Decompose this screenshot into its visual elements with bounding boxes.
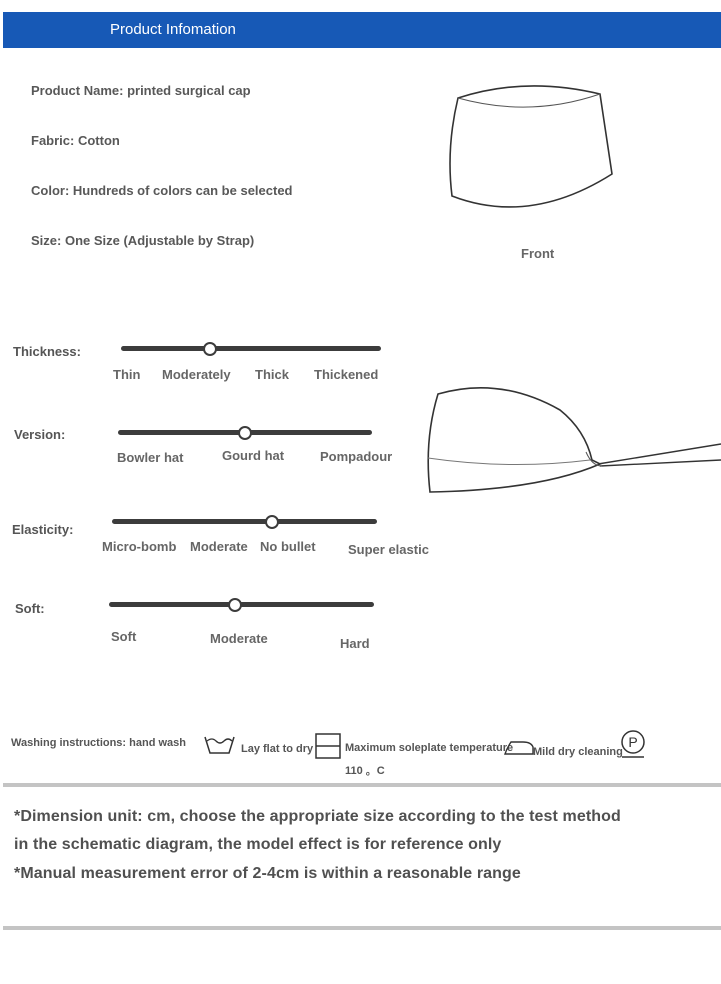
soft-marker	[228, 598, 242, 612]
elasticity-option-no-bullet: No bullet	[260, 539, 316, 554]
hand-wash-icon	[203, 733, 235, 755]
version-option-pompadour: Pompadour	[320, 449, 393, 464]
dry-clean-icon	[619, 729, 647, 759]
version-option-bowler: Bowler hat	[117, 450, 184, 465]
product-fabric: Fabric: Cotton	[31, 133, 120, 148]
elasticity-scale	[112, 519, 377, 524]
front-caption: Front	[521, 246, 555, 261]
thickness-scale	[121, 346, 381, 351]
elasticity-option-moderate: Moderate	[190, 539, 248, 554]
soft-option-moderate: Moderate	[210, 631, 268, 646]
lay-flat-text: Lay flat to dry	[241, 743, 314, 755]
iron-temperature: 110 。C	[345, 765, 385, 777]
elasticity-label: Elasticity:	[12, 522, 74, 537]
dry-clean-symbol: P	[628, 734, 638, 750]
version-label: Version:	[14, 427, 66, 442]
thickness-marker	[203, 342, 217, 356]
note-line-3: *Manual measurement error of 2-4cm is within a reasonable range	[14, 865, 521, 882]
cap-front-image	[430, 78, 630, 218]
header-title: Product Infomation	[110, 21, 236, 38]
thickness-option-moderately: Moderately	[162, 367, 231, 382]
iron-icon	[503, 738, 535, 756]
note-line-2: in the schematic diagram, the model effect is for reference only	[14, 836, 502, 853]
dry-clean-text: Mild dry cleaning	[533, 746, 623, 758]
product-size: Size: One Size (Adjustable by Strap)	[31, 233, 255, 248]
washing-label: Washing instructions: hand wash	[11, 737, 186, 749]
thickness-option-thickened: Thickened	[314, 367, 379, 382]
version-option-gourd: Gourd hat	[222, 448, 285, 463]
divider-top	[3, 783, 721, 787]
elasticity-option-super-elastic: Super elastic	[348, 542, 429, 557]
thickness-option-thick: Thick	[255, 367, 289, 382]
soft-label: Soft:	[15, 601, 45, 616]
product-color: Color: Hundreds of colors can be selected	[31, 183, 293, 198]
cap-side-image	[420, 380, 721, 500]
divider-bottom	[3, 926, 721, 930]
elasticity-marker	[265, 515, 279, 529]
elasticity-option-micro-bomb: Micro-bomb	[102, 539, 177, 554]
note-line-1: *Dimension unit: cm, choose the appropriate size according to the test method	[14, 808, 621, 825]
thickness-option-thin: Thin	[113, 367, 141, 382]
version-marker	[238, 426, 252, 440]
thickness-label: Thickness:	[13, 344, 81, 359]
soft-option-soft: Soft	[111, 629, 137, 644]
lay-flat-icon	[315, 733, 341, 759]
product-name: Product Name: printed surgical cap	[31, 83, 251, 98]
iron-text: Maximum soleplate temperature	[345, 742, 514, 754]
soft-option-hard: Hard	[340, 636, 370, 651]
